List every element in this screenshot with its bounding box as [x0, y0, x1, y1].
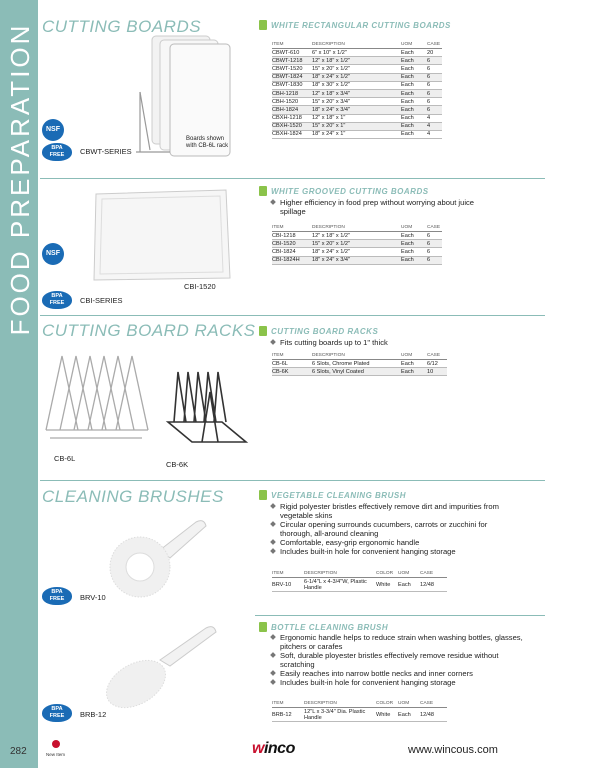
cell-item: BRV-10	[272, 578, 304, 592]
caption-cb6k: CB-6K	[166, 460, 189, 469]
product-title-veg-brush	[259, 490, 406, 500]
bpa-free-badge-icon	[42, 291, 72, 309]
table-row	[272, 81, 442, 89]
table-row	[272, 122, 442, 130]
col-uom: UOM	[401, 224, 427, 232]
col-item: ITEM	[272, 224, 312, 232]
cell-uom: Each	[401, 114, 427, 122]
cell-description: 18" x 24" x 1/2"	[312, 73, 401, 81]
bullets-veg-brush	[271, 502, 521, 556]
cell-description: 18" x 24" x 3/4"	[312, 106, 401, 114]
col-uom: UOM	[398, 700, 420, 708]
cell-uom: Each	[401, 368, 427, 376]
caption-cbi-series: CBI-SERIES	[80, 296, 123, 305]
cell-case: 20	[427, 49, 442, 57]
bullet-item: Includes built-in hole for convenient hanging storage	[271, 547, 521, 556]
cell-description: 12" x 18" x 1"	[312, 114, 401, 122]
table-row	[272, 368, 447, 376]
spec-table-racks	[272, 352, 447, 376]
bpa-free-badge-icon	[42, 587, 72, 605]
cell-uom: Each	[401, 89, 427, 97]
new-item-label: New Item	[46, 752, 66, 757]
cell-item: BRB-12	[272, 708, 304, 722]
product-title-text: CUTTING BOARD RACKS	[271, 327, 379, 336]
section-title-brushes: CLEANING BRUSHES	[42, 487, 224, 506]
cell-item: CBH-1520	[272, 98, 312, 106]
product-title-text: WHITE GROOVED CUTTING BOARDS	[271, 187, 429, 196]
bullet-item: Soft, durable ployester bristles effectively remove residue without scratching	[271, 651, 531, 669]
bullet-item: Comfortable, easy-grip ergonomic handle	[271, 538, 521, 547]
divider	[40, 178, 545, 179]
vegetable-brush-image	[100, 512, 210, 602]
bpa-line2: FREE	[49, 300, 65, 306]
table-row	[272, 106, 442, 114]
cell-item: CBXH-1218	[272, 114, 312, 122]
cell-case: 6	[427, 57, 442, 65]
product-tag-icon	[259, 20, 267, 30]
nsf-badge-label: NSF	[46, 250, 60, 257]
cell-case: 6	[427, 73, 442, 81]
cell-description: 6 Slots, Chrome Plated	[312, 360, 401, 368]
sidebar	[0, 0, 38, 768]
bullets-racks	[271, 338, 496, 347]
col-color: COLOR	[376, 570, 398, 578]
caption-cb6l: CB-6L	[54, 454, 76, 463]
cell-description: 18" x 24" x 1/2"	[312, 248, 401, 256]
bpa-free-badge-icon	[42, 704, 72, 722]
cell-case: 4	[427, 122, 442, 130]
bpa-line1: BPA	[51, 145, 63, 151]
cell-case: 6	[427, 81, 442, 89]
caption-brv10: BRV-10	[80, 593, 106, 602]
col-uom: UOM	[398, 570, 420, 578]
col-uom: UOM	[401, 41, 427, 49]
section-title-cutting-boards: CUTTING BOARDS	[42, 17, 202, 36]
cell-case: 10	[427, 368, 447, 376]
spec-table-bottle-brush	[272, 700, 447, 722]
cell-description: 15" x 20" x 1"	[312, 122, 401, 130]
cell-item: CB-6L	[272, 360, 312, 368]
product-title-text: VEGETABLE CLEANING BRUSH	[271, 491, 406, 500]
cell-description: 12"L x 3-3/4" Dia. Plastic Handle	[304, 708, 376, 722]
bpa-line2: FREE	[49, 596, 65, 602]
cell-item: CBWT-1218	[272, 57, 312, 65]
cell-case: 6	[427, 89, 442, 97]
cell-item: CBI-1520	[272, 240, 312, 248]
cell-item: CB-6K	[272, 368, 312, 376]
product-tag-icon	[259, 622, 267, 632]
table-row	[272, 708, 447, 722]
cell-case: 6/12	[427, 360, 447, 368]
table-row	[272, 360, 447, 368]
cell-item: CBI-1824H	[272, 256, 312, 264]
col-description: DESCRIPTION	[304, 570, 376, 578]
product-title-racks	[259, 326, 378, 336]
bullets-bottle-brush	[271, 633, 531, 687]
cell-item: CBXH-1520	[272, 122, 312, 130]
cell-description: 15" x 20" x 1/2"	[312, 240, 401, 248]
cell-description: 18" x 30" x 1/2"	[312, 81, 401, 89]
winco-logo: winco	[252, 740, 295, 757]
table-row	[272, 65, 442, 73]
caption-brb12: BRB-12	[80, 710, 107, 719]
sidebar-label: FOOD PREPARATION	[5, 22, 35, 336]
cell-description: 18" x 24" x 1"	[312, 130, 401, 138]
bullet-item: Easily reaches into narrow bottle necks and inner corners	[271, 669, 531, 678]
cell-uom: Each	[401, 360, 427, 368]
col-description: DESCRIPTION	[312, 224, 401, 232]
col-description: DESCRIPTION	[312, 41, 401, 49]
col-description: DESCRIPTION	[304, 700, 376, 708]
product-tag-icon	[259, 186, 267, 196]
cell-uom: Each	[398, 578, 420, 592]
cell-item: CBWT-1830	[272, 81, 312, 89]
cell-uom: Each	[401, 49, 427, 57]
col-uom: UOM	[401, 352, 427, 360]
cell-case: 6	[427, 256, 442, 264]
divider	[40, 315, 545, 316]
divider	[255, 615, 545, 616]
caption-boards-shown: Boards shown with CB-6L rack	[186, 136, 229, 149]
table-row	[272, 130, 442, 138]
cell-description: 12" x 18" x 1/2"	[312, 57, 401, 65]
table-row	[272, 73, 442, 81]
product-title-white-rect	[259, 20, 451, 30]
cell-description: 6-1/4"L x 4-3/4"W, Plastic Handle	[304, 578, 376, 592]
caption-cbi-1520: CBI-1520	[184, 282, 216, 291]
cell-item: CBI-1824	[272, 248, 312, 256]
cell-uom: Each	[401, 256, 427, 264]
rack-cb6k-image	[162, 362, 252, 452]
col-item: ITEM	[272, 570, 304, 578]
cell-item: CBWT-1824	[272, 73, 312, 81]
cell-description: 12" x 18" x 3/4"	[312, 89, 401, 97]
bpa-line1: BPA	[51, 293, 63, 299]
cell-color: White	[376, 708, 398, 722]
nsf-badge-icon	[42, 243, 64, 265]
cell-uom: Each	[401, 240, 427, 248]
cell-uom: Each	[401, 65, 427, 73]
cell-uom: Each	[398, 708, 420, 722]
table-row	[272, 240, 442, 248]
cell-item: CBWT-1520	[272, 65, 312, 73]
col-case: CASE	[427, 352, 447, 360]
cell-case: 6	[427, 98, 442, 106]
col-case: CASE	[427, 225, 441, 230]
cell-description: 6" x 10" x 1/2"	[312, 49, 401, 57]
table-row	[272, 57, 442, 65]
col-item: ITEM	[272, 700, 304, 708]
cell-case: 6	[427, 65, 442, 73]
bpa-line1: BPA	[51, 589, 63, 595]
col-case: CASE	[420, 570, 447, 578]
spec-table-veg-brush	[272, 570, 447, 592]
cell-case: 12/48	[420, 578, 447, 592]
footer-url[interactable]: www.wincous.com	[408, 744, 498, 756]
bpa-free-badge-icon	[42, 143, 72, 161]
caption-cbwt-series: CBWT-SERIES	[80, 147, 132, 156]
table-row	[272, 49, 442, 57]
product-title-bottle-brush	[259, 622, 388, 632]
cell-description: 15" x 20" x 1/2"	[312, 65, 401, 73]
cell-uom: Each	[401, 232, 427, 240]
table-row	[272, 89, 442, 97]
table-row	[272, 248, 442, 256]
col-item: ITEM	[272, 41, 312, 49]
cell-item: CBI-1218	[272, 232, 312, 240]
col-case: CASE	[420, 700, 447, 708]
cell-item: CBH-1218	[272, 89, 312, 97]
cell-case: 6	[427, 248, 442, 256]
cell-uom: Each	[401, 57, 427, 65]
cell-description: 18" x 24" x 3/4"	[312, 256, 401, 264]
product-title-text: BOTTLE CLEANING BRUSH	[271, 623, 389, 632]
table-row	[272, 232, 442, 240]
cell-description: 12" x 18" x 1/2"	[312, 232, 401, 240]
new-item-icon	[52, 740, 60, 748]
table-row	[272, 578, 447, 592]
cell-description: 15" x 20" x 3/4"	[312, 98, 401, 106]
cell-uom: Each	[401, 106, 427, 114]
product-title-text: WHITE RECTANGULAR CUTTING BOARDS	[271, 21, 451, 30]
rack-cb6l-image	[42, 350, 152, 445]
col-item: ITEM	[272, 352, 312, 360]
col-case: CASE	[427, 42, 441, 47]
product-tag-icon	[259, 326, 267, 336]
page-number: 282	[10, 746, 27, 757]
col-color: COLOR	[376, 700, 398, 708]
divider	[40, 480, 545, 481]
spec-table-white-rect	[272, 41, 442, 139]
grooved-board-image	[92, 188, 232, 283]
bullet-item: Circular opening surrounds cucumbers, carrots or zucchini for thorough, all-around cleaning	[271, 520, 521, 538]
table-row	[272, 98, 442, 106]
cell-description: 6 Slots, Vinyl Coated	[312, 368, 401, 376]
spec-table-white-grooved	[272, 224, 442, 265]
bullet-item: Fits cutting boards up to 1" thick	[271, 338, 496, 347]
cell-color: White	[376, 578, 398, 592]
bullet-item: Rigid polyester bristles effectively remove dirt and impurities from vegetable skins	[271, 502, 521, 520]
bullet-item: Higher efficiency in food prep without worrying about juice spillage	[271, 198, 496, 216]
cell-case: 6	[427, 106, 442, 114]
cell-item: CBXH-1824	[272, 130, 312, 138]
nsf-badge-label: NSF	[46, 126, 60, 133]
bpa-line1: BPA	[51, 706, 63, 712]
cell-case: 6	[427, 240, 442, 248]
table-row	[272, 256, 442, 264]
cell-uom: Each	[401, 122, 427, 130]
bottle-brush-image	[100, 622, 220, 712]
bpa-line2: FREE	[49, 152, 65, 158]
col-description: DESCRIPTION	[312, 352, 401, 360]
bullet-item: Ergonomic handle helps to reduce strain when washing bottles, glasses, pitchers or carafes	[271, 633, 531, 651]
section-title-racks: CUTTING BOARD RACKS	[42, 321, 256, 340]
product-title-white-grooved	[259, 186, 429, 196]
cell-uom: Each	[401, 248, 427, 256]
bpa-line2: FREE	[49, 713, 65, 719]
cell-case: 4	[427, 114, 442, 122]
cell-uom: Each	[401, 73, 427, 81]
cell-uom: Each	[401, 98, 427, 106]
cell-item: CBH-1824	[272, 106, 312, 114]
nsf-badge-icon	[42, 119, 64, 141]
table-row	[272, 114, 442, 122]
cell-uom: Each	[401, 81, 427, 89]
bullet-item: Includes built-in hole for convenient hanging storage	[271, 678, 531, 687]
cell-item: CBWT-610	[272, 49, 312, 57]
cell-case: 12/48	[420, 708, 447, 722]
bullets-white-grooved	[271, 198, 496, 216]
cell-case: 4	[427, 130, 442, 138]
cell-case: 6	[427, 232, 442, 240]
product-tag-icon	[259, 490, 267, 500]
cell-uom: Each	[401, 130, 427, 138]
